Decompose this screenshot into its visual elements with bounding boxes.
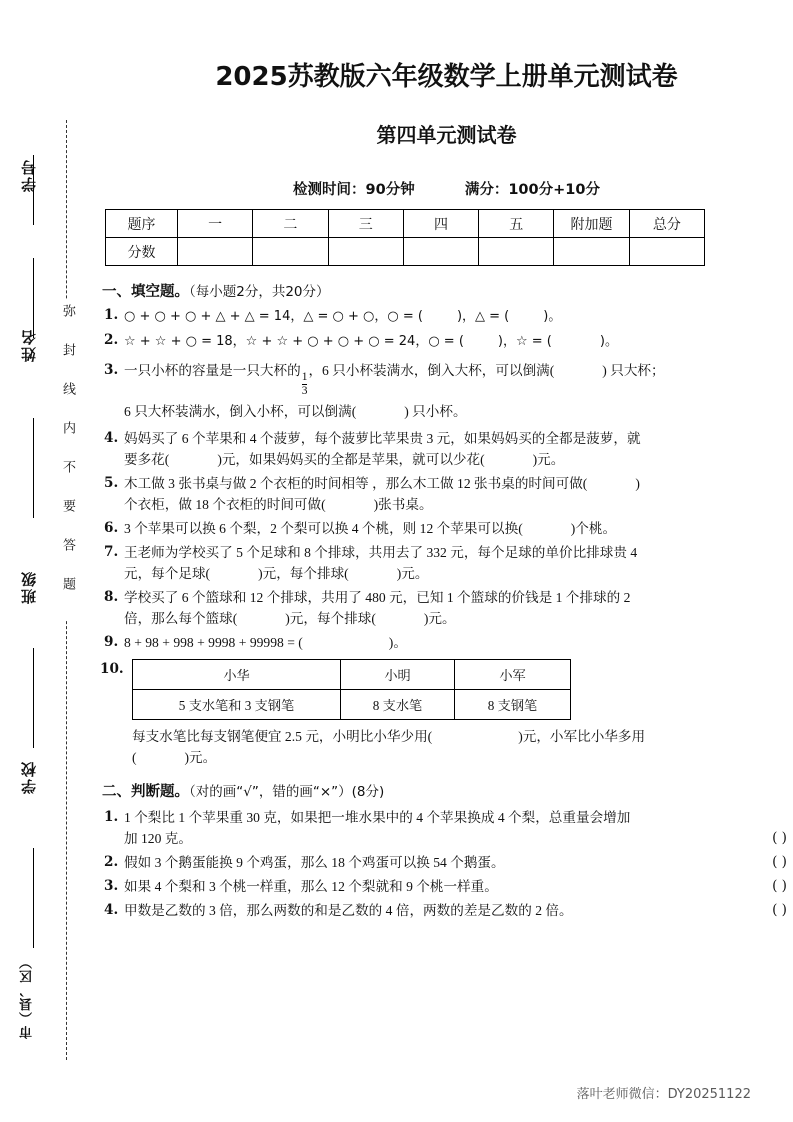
score-table-value-row — [106, 238, 705, 266]
score-cell-4[interactable] — [403, 238, 478, 266]
exam-meta — [100, 178, 793, 199]
section-title-fill-in-blank: 一、填空题。 — [102, 284, 189, 301]
seal-rule-3 — [33, 418, 34, 518]
question-text-line2-c: )元。 — [396, 565, 429, 581]
score-table-row-label-1: 分数 — [106, 238, 178, 266]
question-number: 2. — [104, 332, 119, 349]
question-text-line1-a: 3 个苹果可以换 6 个梨，2 个梨可以换 4 个桃，则 12 个苹果可以换( — [124, 520, 523, 536]
score-col-5: 五 — [479, 210, 554, 238]
question-fill-7 — [100, 542, 793, 584]
question-text-line1: 甲数是乙数的 3 倍，那么两数的和是乙数的 4 倍，两数的差是乙数的 2 倍。 — [124, 902, 573, 918]
seal-dashed-label: 弥封线内不要答题 — [58, 300, 76, 620]
question-fill-3 — [100, 360, 793, 422]
question-text-line2-b: ) 只小杯。 — [404, 403, 467, 419]
footer-watermark: 落叶老师微信：DY20251122 — [576, 1087, 751, 1102]
question-text-b: )元，小军比小华多用 — [518, 728, 646, 744]
question-text-line1-a: 8 + 98 + 998 + 9998 + 99998 = ( — [124, 634, 303, 650]
question-number: 4. — [104, 901, 119, 918]
fraction-denominator: 3 — [301, 384, 308, 397]
question-fill-8 — [100, 587, 793, 629]
seal-field-student-id: 学号 — [20, 158, 38, 192]
seal-rule-4 — [33, 648, 34, 748]
question-text-line2-a: 6 只大杯装满水，倒入小杯，可以倒满( — [124, 403, 357, 419]
tf-answer-blank[interactable]: ( ) — [772, 901, 787, 918]
score-cell-2[interactable] — [253, 238, 328, 266]
question-text-line2-a: 元，每个足球( — [124, 565, 211, 581]
q10-value-xiaojun: 8 支钢笔 — [455, 689, 571, 719]
question-text-p2: ，6 只小杯装满水，倒入大杯，可以倒满( — [308, 363, 555, 379]
question-tf-2 — [100, 852, 793, 873]
question-number: 7. — [104, 543, 119, 560]
section-title-true-false: 二、判断题。 — [102, 783, 189, 800]
score-cell-5[interactable] — [479, 238, 554, 266]
question-text-line1: 学校买了 6 个篮球和 12 个排球，共用了 480 元，已知 1 个篮球的价钱是 1 个排球的 2 — [124, 589, 631, 605]
score-table-header-row — [106, 210, 705, 238]
question-number: 3. — [104, 877, 119, 894]
question-text-line1: 妈妈买了 6 个苹果和 4 个菠萝，每个菠萝比苹果贵 3 元，如果妈妈买的全都是菠萝，就 — [124, 430, 641, 446]
question-text-line2-a: 个衣柜，做 18 个衣柜的时间可做( — [124, 496, 326, 512]
question-text-line1-a: 木工做 3 张书桌与做 2 个衣柜的时间相等 ，那么木工做 12 张书桌的时间可做( — [124, 475, 588, 491]
q10-value-row — [133, 689, 571, 719]
question-text-b: )，△ = ( — [456, 309, 510, 325]
tf-answer-blank[interactable]: ( ) — [772, 877, 787, 894]
question-tf-4 — [100, 900, 793, 921]
section-header-true-false — [102, 780, 793, 801]
q10-header-xiaojun: 小军 — [455, 659, 571, 689]
question-text-line1-b: )个桃。 — [570, 520, 617, 536]
page-title: 2025苏教版六年级数学上册单元测试卷 — [215, 62, 678, 92]
q10-header-xiaoming: 小明 — [341, 659, 455, 689]
question-tf-3 — [100, 876, 793, 897]
question-text-line2-a: 倍，那么每个篮球( — [124, 610, 238, 626]
question-text-line2-b: )张书桌。 — [373, 496, 433, 512]
section-points-fill-in-blank: （每小题2分，共20分） — [189, 284, 330, 301]
question-number: 4. — [104, 429, 119, 446]
question-text-line2-b: )元，每个排球( — [285, 610, 376, 626]
exam-time-label: 检测时间：90分钟 — [293, 182, 415, 199]
fraction-one-third — [302, 371, 308, 396]
question-text-line2-c: )元。 — [532, 451, 565, 467]
seal-field-name: 姓名 — [20, 328, 38, 362]
q10-pen-table — [132, 659, 571, 720]
q10-header-row — [133, 659, 571, 689]
question-text-line2: 加 120 克。 — [124, 830, 192, 846]
question-fill-4 — [100, 428, 793, 470]
question-number: 2. — [104, 853, 119, 870]
question-fill-1 — [100, 305, 793, 327]
section-header-fill-in-blank — [102, 280, 793, 301]
q10-header-xiaohua: 小华 — [133, 659, 341, 689]
question-fill-6 — [100, 518, 793, 539]
question-number: 3. — [104, 362, 119, 379]
question-text-a: 每支水笔比每支钢笔便宜 2.5 元，小明比小华少用( — [132, 728, 433, 744]
question-text-d: )元。 — [184, 749, 217, 765]
question-fill-2 — [100, 330, 793, 352]
question-text-line2-b: )元，每个排球( — [258, 565, 349, 581]
tf-answer-blank[interactable]: ( ) — [772, 853, 787, 870]
section-points-true-false: （对的画“√”，错的画“×”）(8分) — [189, 783, 385, 800]
tf-answer-blank[interactable]: ( ) — [772, 829, 787, 846]
question-text-a: ☆ + ☆ + ○ = 18，☆ + ☆ + ○ + ○ + ○ = 24，○ = ( — [124, 334, 464, 350]
score-cell-total[interactable] — [629, 238, 704, 266]
question-text-line2-b: )元，如果妈妈买的全都是苹果，就可以少花( — [217, 451, 485, 467]
question-fill-10-text — [100, 726, 793, 768]
question-text-line1: 1 个梨比 1 个苹果重 30 克，如果把一堆水果中的 4 个苹果换成 4 个梨，总重量会增加 — [124, 809, 631, 825]
score-cell-3[interactable] — [328, 238, 403, 266]
question-text-line1: 王老师为学校买了 5 个足球和 8 个排球，共用去了 332 元，每个足球的单价比排球贵 4 — [124, 544, 638, 560]
score-col-2: 二 — [253, 210, 328, 238]
question-text-c: ( — [132, 749, 137, 765]
question-text-line2-c: )元。 — [423, 610, 456, 626]
question-text-p3: ) 只大杯； — [602, 363, 665, 379]
unit-title: 第四单元测试卷 — [376, 123, 517, 148]
score-col-bonus: 附加题 — [554, 210, 629, 238]
seal-rule-5 — [33, 848, 34, 948]
question-tf-1 — [100, 807, 793, 849]
score-col-1: 一 — [178, 210, 253, 238]
question-fill-5 — [100, 473, 793, 515]
question-number: 10. — [100, 660, 124, 677]
score-table — [105, 209, 705, 266]
score-col-3: 三 — [328, 210, 403, 238]
question-number: 6. — [104, 519, 119, 536]
exam-total-score-label: 满分：100分+10分 — [464, 182, 600, 199]
question-text-line1: 假如 3 个鹅蛋能换 9 个鸡蛋，那么 18 个鸡蛋可以换 54 个鹅蛋。 — [124, 854, 505, 870]
seal-field-school: 学校 — [20, 760, 38, 794]
question-text-p1: 一只小杯的容量是一只大杯的 — [124, 363, 301, 379]
score-table-row-label-0: 题序 — [106, 210, 178, 238]
question-text-line2-a: 要多花( — [124, 451, 170, 467]
question-text-line1-b: )。 — [388, 634, 407, 650]
question-text-line1-b: ) — [635, 475, 640, 491]
question-number: 9. — [104, 633, 119, 650]
exam-sheet — [100, 0, 793, 1122]
score-cell-1[interactable] — [178, 238, 253, 266]
seal-sidebar — [0, 0, 100, 1122]
q10-value-xiaoming: 8 支水笔 — [341, 689, 455, 719]
fraction-numerator: 1 — [301, 371, 308, 384]
question-fill-9 — [100, 632, 793, 653]
question-text-b: )，☆ = ( — [497, 334, 552, 350]
score-col-total: 总分 — [629, 210, 704, 238]
question-text-c: )。 — [543, 309, 562, 325]
q10-value-xiaohua: 5 支水笔和 3 支钢笔 — [133, 689, 341, 719]
score-cell-bonus[interactable] — [554, 238, 629, 266]
question-text-a: ○ + ○ + ○ + △ + △ = 14，△ = ○ + ○，○ = ( — [124, 309, 423, 325]
question-number: 1. — [104, 307, 119, 324]
score-col-4: 四 — [403, 210, 478, 238]
question-text-line1: 如果 4 个梨和 3 个桃一样重，那么 12 个梨就和 9 个桃一样重。 — [124, 878, 498, 894]
seal-rule-2 — [33, 258, 34, 338]
question-number: 1. — [104, 808, 119, 825]
seal-field-city: 市（县、区） — [20, 955, 35, 1039]
question-number: 8. — [104, 588, 119, 605]
seal-field-class: 班级 — [20, 570, 38, 604]
question-text-c: )。 — [599, 334, 618, 350]
question-number: 5. — [104, 474, 119, 491]
